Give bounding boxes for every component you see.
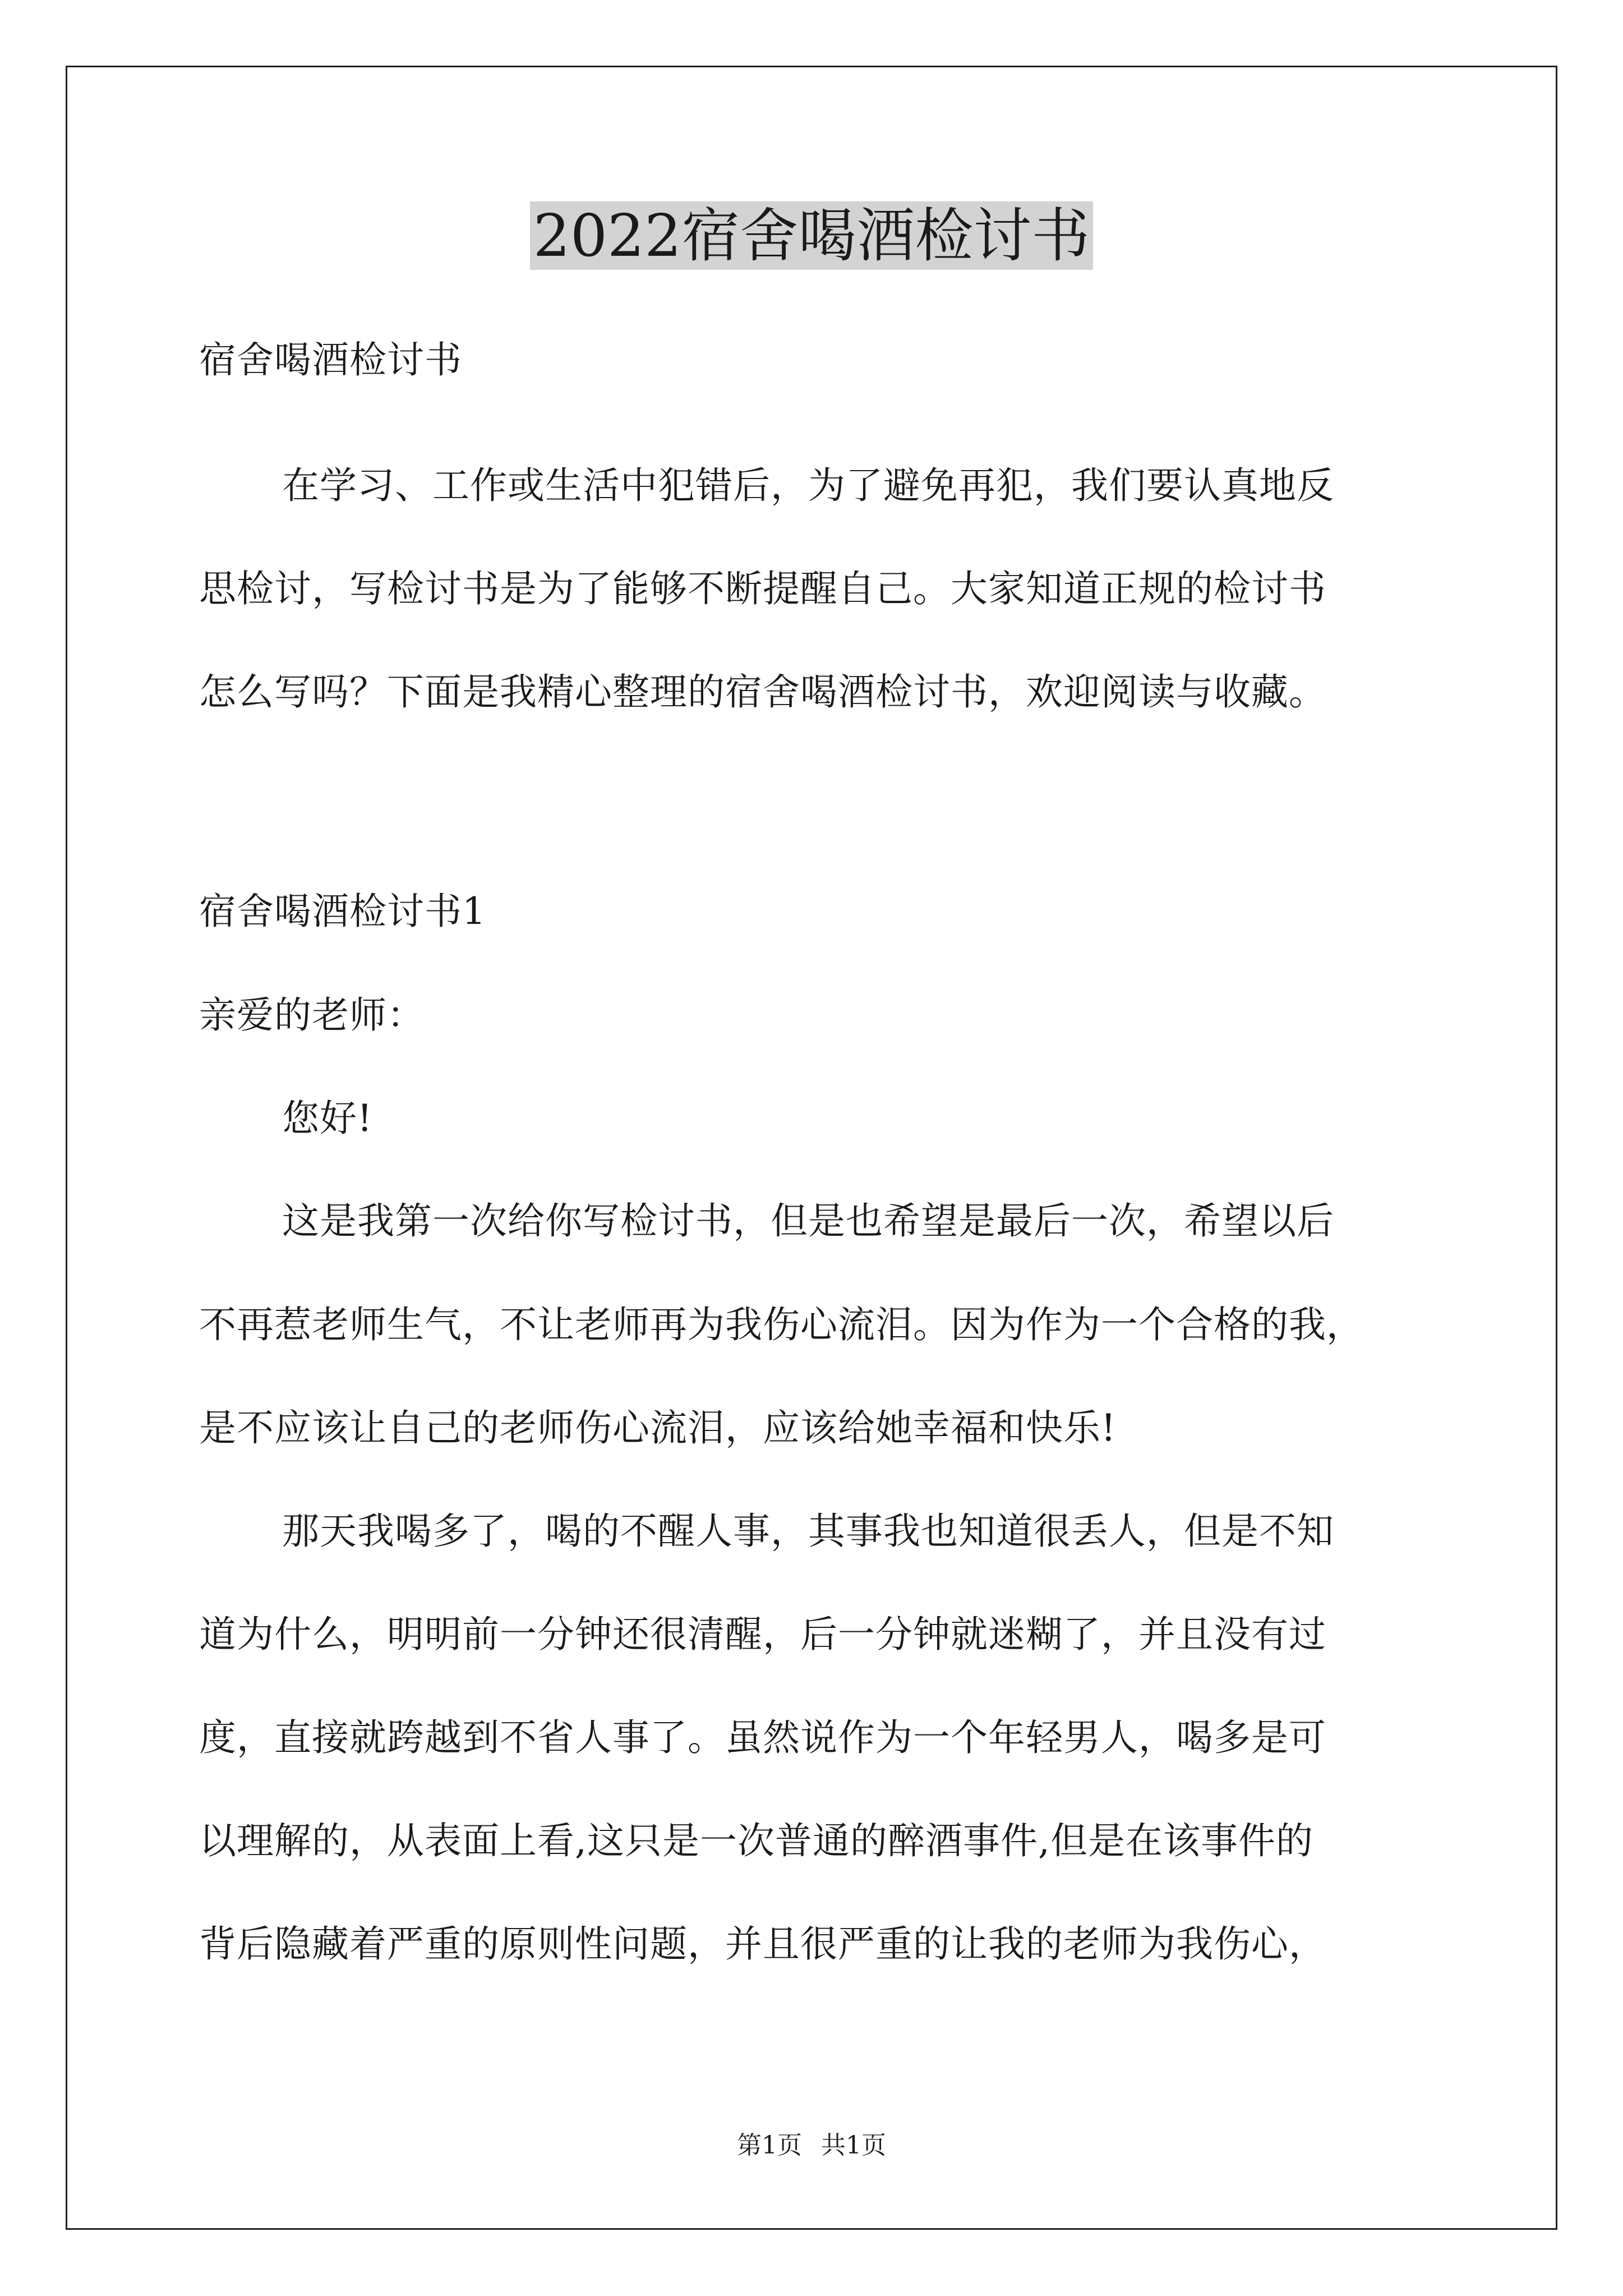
paragraph-line: 不再惹老师生气，不让老师再为我伤心流泪。因为作为一个合格的我，	[199, 1303, 1364, 1346]
paragraph-line: 道为什么，明明前一分钟还很清醒，后一分钟就迷糊了，并且没有过	[199, 1613, 1326, 1656]
section-heading: 宿舍喝酒检讨书	[199, 338, 462, 381]
paragraph-line: 以理解的，从表面上看,这只是一次普通的醉酒事件,但是在该事件的	[199, 1819, 1313, 1862]
greeting: 您好!	[282, 1097, 373, 1140]
document-title	[0, 196, 1623, 275]
paragraph-line: 这是我第一次给你写检讨书，但是也希望是最后一次，希望以后	[282, 1199, 1334, 1243]
paragraph-line: 背后隐藏着严重的原则性问题，并且很严重的让我的老师为我伤心，	[199, 1922, 1326, 1966]
document-title-text: 2022宿舍喝酒检讨书	[530, 201, 1094, 270]
salutation: 亲爱的老师：	[199, 993, 425, 1037]
paragraph-line: 怎么写吗？下面是我精心整理的宿舍喝酒检讨书，欢迎阅读与收藏。	[199, 670, 1326, 714]
paragraph-line: 在学习、工作或生活中犯错后，为了避免再犯，我们要认真地反	[282, 464, 1334, 507]
paragraph-line: 那天我喝多了，喝的不醒人事，其事我也知道很丢人，但是不知	[282, 1510, 1334, 1553]
section-heading: 宿舍喝酒检讨书1	[199, 890, 486, 933]
paragraph-line: 思检讨，写检讨书是为了能够不断提醒自己。大家知道正规的检讨书	[199, 567, 1326, 610]
paragraph-line: 度，直接就跨越到不省人事了。虽然说作为一个年轻男人，喝多是可	[199, 1716, 1326, 1759]
page-number-footer: 第1页 共1页	[737, 2131, 886, 2160]
paragraph-line: 是不应该让自己的老师伤心流泪，应该给她幸福和快乐!	[199, 1406, 1117, 1450]
page-border	[66, 66, 1557, 2230]
